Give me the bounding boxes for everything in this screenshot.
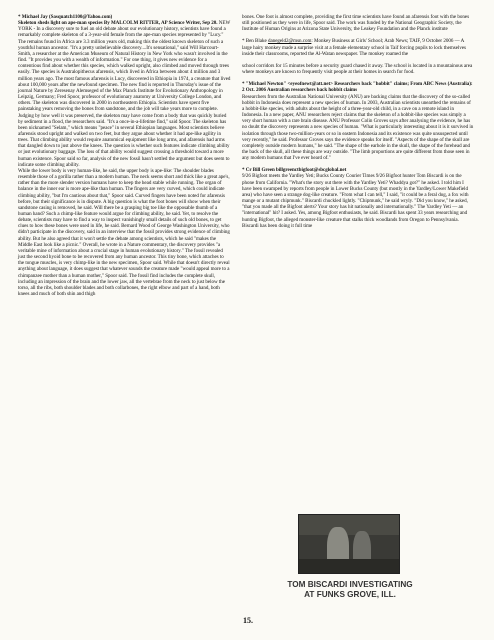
left-byline: * Michael Jay (Sasquatch1100@Yahoo.com) <box>18 14 113 20</box>
left-body-1: NEW YORK - In a discovery sure to fuel an old debate about our evolutionary history, scientists have found a remarkably complete skeleton of a 3-year-old female from the ape-man species represented by "Lucy." The remains found in Africa are 3.3 million years old, making this the oldest known skeleton of such a youthful human ancestor. "It's a pretty unbelievable discovery....It's sensational," said Will Harcourt-Smith, a researcher at the American Museum of Natural History in New York who wasn't involved in the find. "It provides you with a wealth of information." For one thing, it gives new evidence for a contentious find about whether this species, which walked upright, also climbed and moved through trees easily. The species is Australopithecus afarensis, which lived in Africa between about 4 million and 3 million years ago. The most famous afarensis is Lucy, discovered in Ethiopia in 1974, a creature that lived about 100,000 years after the newfound specimen. The new find is reported in Thursday's issue of the journal Nature by Zeresenay Alemseged of the Max Planck Institute for Evolutionary Anthropology in Leipzig, Germany; Fred Spoor, professor of evolutionary anatomy at University College London, and others. The skeleton was discovered in 2000 in northeastern Ethiopia. Scientists have spent five painstaking years removing the bones from sandstone, and the job will take years more to complete. Judging by how well it was preserved, the skeleton may have come from a body that was quickly buried by sediment in a flood, the researchers said. "It's a once-in-a-lifetime find," said Spoor. The skeleton has been nicknamed "Selam," which means "peace" in several Ethiopian languages. Most scientists believe afarensis stood upright and walked on two feet, but they argue about whether it had ape-like agility in trees. That climbing ability would require anatomical equipment like long arms, and afarensis had arms that dangled down to just above the knees. The question is whether such features indicate climbing ability or just evolutionary baggage. The loss of that ability would suggest crossing a threshold toward a more human existence. Spoor said so far, analysis of the new fossil hasn't settled the argument but does seem to indicate some climbing ability. <box>18 20 231 168</box>
left-body-2: While the lower body is very human-like, he said, the upper body is ape-like: The shoulder blades resemble those of a gorilla rather than a modern human. The neck seems short and thick like a great ape's, rather than the more slender version humans have to keep the head stable while running. The organ of balance in the inner ear is more ape-like than human. The fingers are very curved, which could indicate climbing ability, "but I'm cautious about that," Spoor said. Curved fingers have been noted for afarensis before, but their significance is in dispute. A big question is what the foot bones will show when their sandstone casing is removed, he said. Will there be a grasping big toe like the opposable thumb of a human hand? Such a chimp-like feature would argue for climbing ability, he said. Yet, to resolve the debate, scientists may have to find a way to inspect vanishingly small details of such old bones, to get clues to how these bones were used in life, he said. Bernard Wood of George Washington University, who didn't participate in the discovery, said in an interview that the fossil provides strong evidence of climbing ability. But he also agreed that it won't settle the debate among scientists, which he said "makes the Middle East look like a picnic." Overall, he wrote in a Nature commentary, the discovery provides "a veritable mine of information about a crucial stage in human evolutionary history." The fossil revealed just the second hyoid bone to be recovered from any human ancestor. This tiny bone, which attaches to the tongue muscles, is very chimp-like in the new specimen, Spoor said. While that doesn't directly reveal anything about language, it does suggest that whatever sounds the creature made "would appeal more to a chimpanzee mother than a human mother," Spoor said. The fossil find includes the complete skull, including an impression of the brain and the lower jaw, all the vertebrae from the neck to just below the torso, all the ribs, both shoulder blades and both collarbones, the right elbow and part of a hand, both knees and much of both shin and thigh <box>18 167 230 298</box>
right-column <box>242 14 474 229</box>
item3-header: * "Michael Newton" <eyeofnewt@att.net> Researchers back "hobbit" claims; From ABC News (Australia): 2 Oct. 2006 Australian researchers back hobbit claims <box>242 81 473 94</box>
caption-line-1: TOM BISCARDI INVESTIGATING <box>287 580 413 589</box>
photo-caption <box>270 580 430 600</box>
item3-text: Researchers from the Australian National University (ANU) are backing claims that the discovery of the so-called hobbit in Indonesia does represent a new species of human. In 2003, Australian scientists unearthed the remains of a hobbit-like species, with adults about the height of a three-year-old child, in a cave on a remote island in Indonesia. In a new paper, ANU researchers reject claims that the skeleton of a hobbit-like species was simply a very short human with a rare brain disease. ANU Professor Colin Groves says after analysing the evidence, he has no doubt the discovery represents a new species of human. "What is particularly interesting about it is it survived in isolation through those two-million-years or so in eastern Indonesia and its existence was quite unsuspected until very recently," he said. Professor Groves says the evidence speaks for itself. "Aspects of the shape of the skull are completely outside modern humans," he said. "The shape of the earhole in the skull, the shape of the forehead and the back of the skull, all these things are way outside. "The limb proportions are quite different from those seen in any modern humans that I've ever heard of." <box>242 93 474 162</box>
page-number: 15. <box>243 616 253 625</box>
item2-email[interactable]: danegeld2@msn.com <box>267 38 312 45</box>
left-column <box>18 14 231 297</box>
biscardi-photo <box>298 514 400 574</box>
item2-title: : Monkey Business at Girls' School; Arab News; TAIF, 9 October 2006 <box>311 38 454 45</box>
left-headline: Skeleton sheds light on ape-man species By MALCOLM RITTER, AP Science Writer, Sep 20. <box>18 20 218 27</box>
item4-header: * Cr Bill Green billgreenctbigfoot@sbcglobal.net <box>242 167 347 174</box>
caption-line-2: AT FUNKS GROVE, ILL. <box>304 590 396 599</box>
item2-text-2: school corridors for 15 minutes before a security guard chased it away. The school is located in a mountainous area where monkeys are known to frequently visit people at their homes in search for food. <box>242 62 473 76</box>
item2-text-1: — A large hairy monkey made a surprise visit at a female elementary school in Taif forcing pupils to lock themselves inside their classrooms, reported the Al-Watan newspaper. The monkey roamed the <box>242 38 466 57</box>
item2-byline: * Ben Blake <box>242 38 267 45</box>
right-continuation: bones. One foot is almost complete, providing the first time scientists have found an afarensis foot with the bones still positioned as they were in life, Spoor said. The work was funded by the National Geographic Society, the Institute of Human Origins at Arizona State University, the Leakey Foundation and the Planck institute <box>242 14 470 33</box>
item4-text: 9/26 Bigfoot meets the Yardley Yeti; Bucks County Courier Times 9/26 Bigfoot hunter Tom Biscardi is on the phone from California. "What's the story out there with the Yardley Yeti? Whaddya got?" he asked. I told him I have been swamped by reports from people in Lower Bucks County (but mostly in the Yardley/Lower Makefield area) who have seen a strange dog-like creature. "From what I can tell," I said, "it could be a feral dog, a fox with mange or a mutant chipmunk." Biscardi chuckled lightly. "Chipmunk," he said wryly. "Did you know," he asked, "that you made all the Bigfoot alerts? Your story has hit nationally and internationally." The Yardley Yeti — an "international" hit? I asked. Yes, among Bigfoot enthusiasts, he said. Biscardi has spent 33 years researching and hunting Bigfoot, the alleged monster-like creature that stalks thick woodlands from Oregon to Pennsylvania. Biscardi has been doing it full time <box>242 173 469 229</box>
